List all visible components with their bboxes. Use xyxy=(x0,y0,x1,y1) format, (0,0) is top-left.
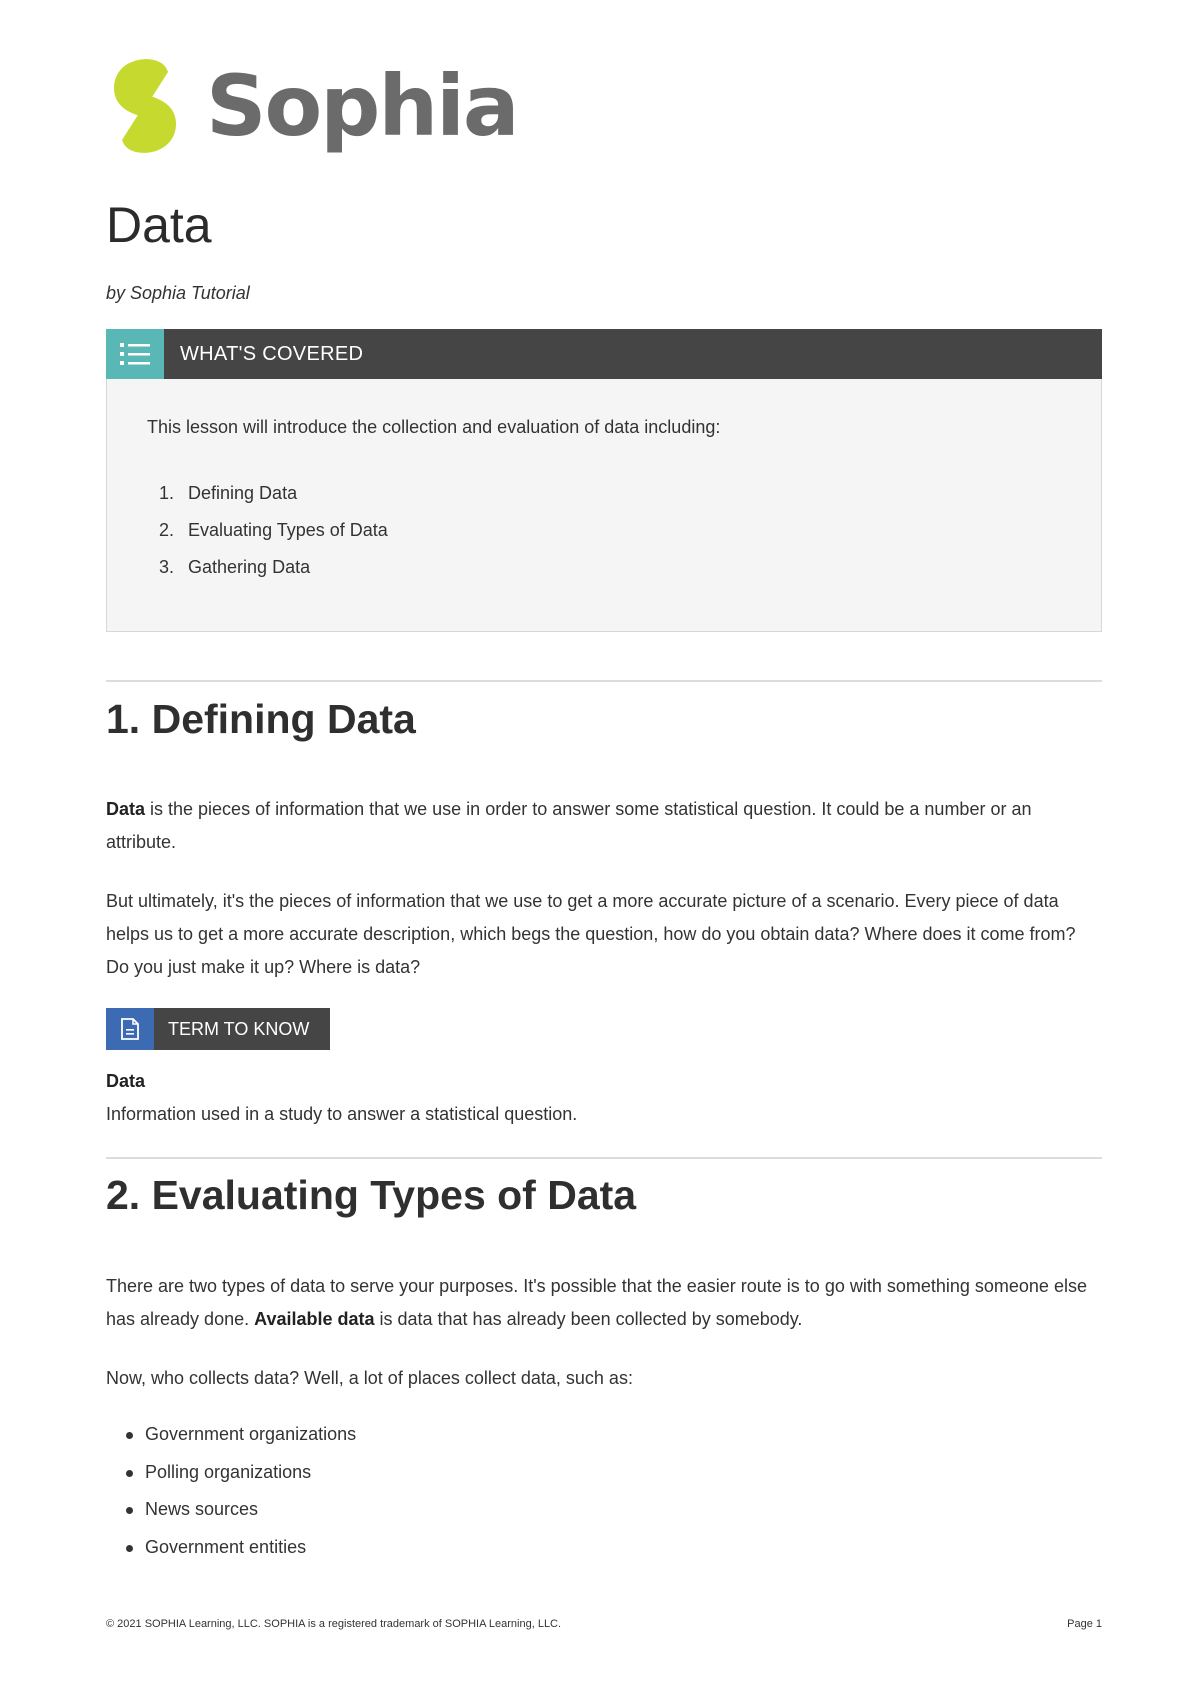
bullet-icon xyxy=(126,1470,133,1477)
document-title: Data xyxy=(106,197,212,253)
paragraph: There are two types of data to serve your purposes. It's possible that the easier route is to go with something someone else has already done. Available data is data that has already been collected by somebody. xyxy=(106,1276,1087,1329)
section-divider xyxy=(106,680,1102,682)
paragraph: But ultimately, it's the pieces of information that we use to get a more accurate picture of a scenario. Every piece of data helps us to get a more accurate description, which begs the question, how do you obtain data? Where does it come from? Do you just make it up? Where is data? xyxy=(106,891,1076,977)
paragraph: Now, who collects data? Well, a lot of places collect data, such as: xyxy=(106,1368,633,1388)
bullet-icon xyxy=(126,1507,133,1514)
section-divider xyxy=(106,1157,1102,1159)
byline: by Sophia Tutorial xyxy=(106,283,250,303)
term-to-know-header xyxy=(106,1008,330,1050)
document-icon xyxy=(106,1008,154,1050)
covered-intro: This lesson will introduce the collection and evaluation of data including: xyxy=(147,417,721,437)
bullet-icon xyxy=(126,1545,133,1552)
section-heading-evaluating-types: 2. Evaluating Types of Data xyxy=(106,1172,637,1218)
whats-covered-header xyxy=(106,329,1102,379)
covered-list xyxy=(159,483,388,594)
section-heading-defining-data: 1. Defining Data xyxy=(106,696,416,742)
list-item: 1. Defining Data xyxy=(159,483,298,503)
list-item: 2. Evaluating Types of Data xyxy=(159,520,388,540)
footer-copyright: © 2021 SOPHIA Learning, LLC. SOPHIA is a registered trademark of SOPHIA Learning, LLC. xyxy=(106,1618,562,1630)
bold-term: Data xyxy=(106,799,146,819)
list-item: Government organizations xyxy=(126,1424,356,1462)
list-item: Government entities xyxy=(126,1537,356,1575)
whats-covered-body xyxy=(106,379,1102,632)
bullet-icon xyxy=(126,1432,133,1439)
bold-term: Available data xyxy=(254,1309,375,1329)
bullet-list xyxy=(126,1424,356,1574)
footer-page-number: Page 1 xyxy=(1067,1618,1102,1630)
term-word: Data xyxy=(106,1071,146,1091)
sophia-logo xyxy=(106,54,518,158)
list-item: Polling organizations xyxy=(126,1462,356,1500)
paragraph: Data is the pieces of information that we use in order to answer some statistical question. It could be a number or an attribute. xyxy=(106,799,1032,852)
list-icon xyxy=(106,329,164,379)
sophia-logo-mark-icon xyxy=(106,54,184,158)
term-definition: Information used in a study to answer a statistical question. xyxy=(106,1104,578,1124)
list-item: News sources xyxy=(126,1499,356,1537)
logo-wordmark: Sophia xyxy=(206,57,518,155)
list-item: 3. Gathering Data xyxy=(159,557,311,577)
whats-covered-title: WHAT'S COVERED xyxy=(180,343,364,365)
term-to-know-title: TERM TO KNOW xyxy=(168,1019,310,1039)
